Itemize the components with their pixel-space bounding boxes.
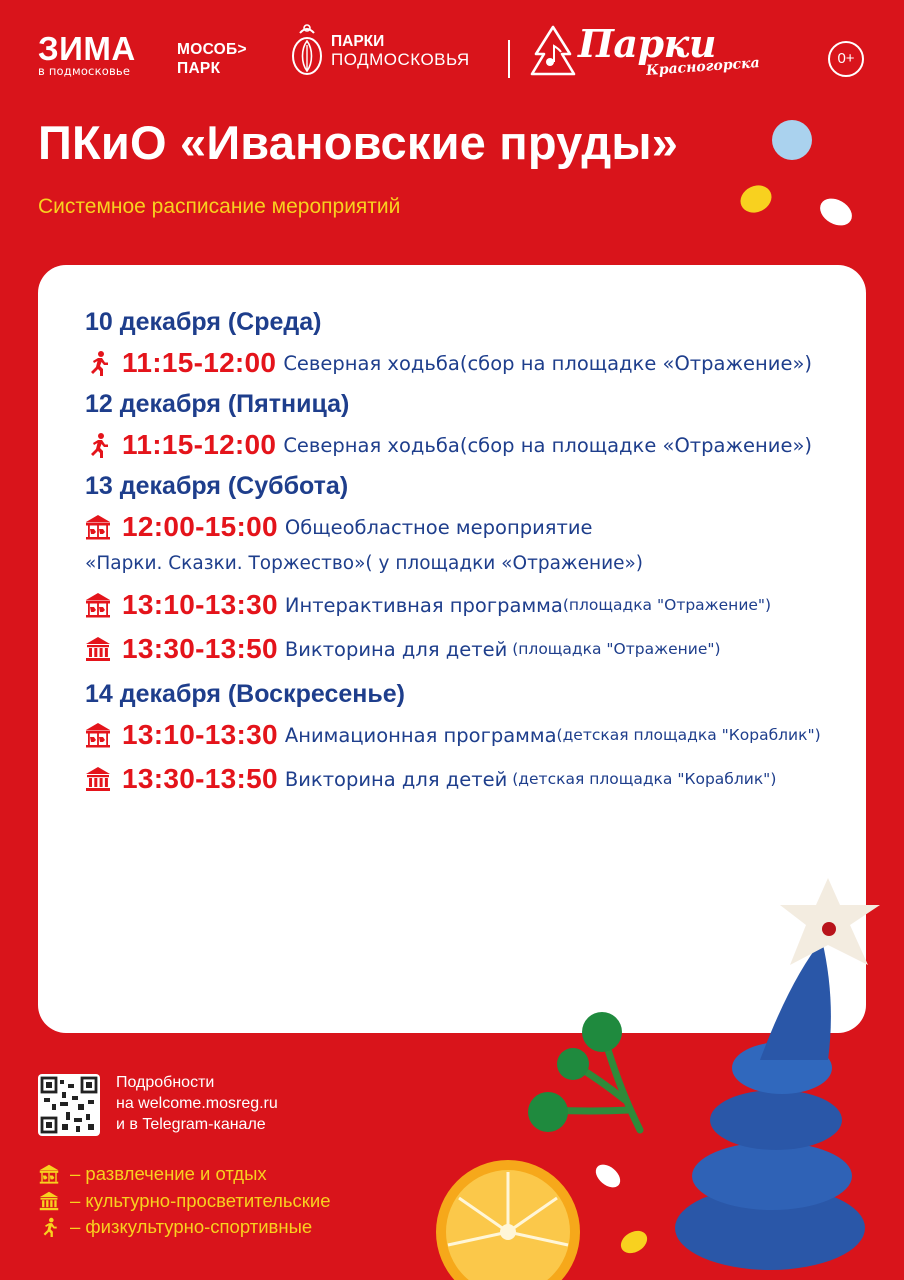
- event-name: Интерактивная программа: [284, 593, 563, 617]
- schedule-list: [85, 303, 885, 801]
- event-name: Северная ходьба: [283, 433, 460, 457]
- carousel-icon: [85, 722, 111, 748]
- details-line3: и в Telegram-канале: [116, 1116, 266, 1133]
- logo-mosobpark: [177, 40, 247, 78]
- qr-code-icon: [38, 1074, 100, 1136]
- running-icon: [38, 1217, 60, 1237]
- event-name: Анимационная программа: [284, 723, 557, 747]
- event-row: [85, 341, 885, 385]
- museum-icon: [85, 766, 111, 792]
- event-note: (детская площадка "Кораблик"): [556, 726, 821, 744]
- confetti-yellow: [736, 180, 776, 217]
- event-row: [85, 505, 885, 549]
- legend-label: – физкультурно-спортивные: [70, 1216, 313, 1238]
- page-subtitle: Системное расписание мероприятий: [38, 195, 401, 218]
- logo-zima-subtext: в подмосковье: [38, 64, 131, 78]
- event-row: [85, 757, 885, 801]
- details-link[interactable]: на welcome.mosreg.ru: [116, 1095, 278, 1112]
- logo-kras-line2: Красногорска: [645, 55, 761, 79]
- event-row: [85, 627, 885, 671]
- museum-icon: [85, 636, 111, 662]
- event-time: 13:30-13:50: [122, 633, 278, 664]
- event-time: 12:00-15:00: [122, 511, 278, 542]
- museum-icon: [38, 1191, 60, 1211]
- confetti-blue: [772, 120, 812, 160]
- legend-label: – культурно-просветительские: [70, 1189, 331, 1211]
- day-heading: 13 декабря (Суббота): [85, 472, 349, 500]
- event-name: Викторина для детей: [284, 637, 508, 661]
- event-continuation: «Парки. Сказки. Торжество»( у площадки «Отражение»): [85, 553, 644, 574]
- logo-parki-line1: ПАРКИ: [331, 33, 385, 50]
- event-name: Северная ходьба: [283, 351, 460, 375]
- header-divider: [508, 40, 510, 78]
- day-heading: 14 декабря (Воскресенье): [85, 680, 405, 708]
- details-text: [116, 1072, 278, 1135]
- legend-item: [38, 1214, 331, 1241]
- running-icon: [85, 432, 111, 458]
- legend: [38, 1161, 331, 1241]
- running-icon: [85, 350, 111, 376]
- legend-item: [38, 1161, 331, 1188]
- logo-kras-line1: Парки: [578, 21, 716, 66]
- logo-parki-podmoskovya: [290, 23, 470, 79]
- day-heading: 12 декабря (Пятница): [85, 390, 350, 418]
- event-name: Викторина для детей: [284, 767, 508, 791]
- event-time: 13:30-13:50: [122, 763, 278, 794]
- event-time: 11:15-12:00: [122, 429, 277, 460]
- day-heading: 10 декабря (Среда): [85, 308, 322, 336]
- logo-mosob-line1: МОСОБ>: [177, 41, 247, 58]
- event-row: [85, 583, 885, 627]
- carousel-icon: [38, 1164, 60, 1184]
- event-note: (сбор на площадке «Отражение»): [459, 351, 813, 375]
- logo-parki-krasnogorska: [528, 22, 783, 82]
- logo-parki-line2: ПОДМОСКОВЬЯ: [331, 50, 470, 69]
- event-name: Общеобластное мероприятие: [284, 515, 593, 539]
- legend-label: – развлечение и отдых: [70, 1163, 267, 1185]
- event-row: [85, 423, 885, 467]
- qr-code[interactable]: [38, 1074, 100, 1136]
- event-time: 13:10-13:30: [122, 719, 278, 750]
- event-time: 11:15-12:00: [122, 347, 277, 378]
- legend-item: [38, 1188, 331, 1215]
- logo-mosob-line2: ПАРК: [177, 60, 221, 77]
- event-time: 13:10-13:30: [122, 589, 278, 620]
- age-rating-badge: 0+: [828, 41, 864, 77]
- orange-slice-icon: [436, 1160, 580, 1280]
- event-note: (детская площадка "Кораблик"): [507, 770, 777, 788]
- confetti-white: [815, 193, 856, 231]
- carousel-icon: [85, 592, 111, 618]
- tree-music-icon: [528, 24, 578, 80]
- carousel-icon: [85, 514, 111, 540]
- event-row: [85, 713, 885, 757]
- event-note: (площадка "Отражение"): [562, 596, 772, 614]
- logo-zima: [38, 30, 136, 78]
- logo-zima-text: ЗИМА: [38, 30, 136, 67]
- details-line1: Подробности: [116, 1074, 215, 1091]
- mitten-leaf-icon: [290, 23, 324, 79]
- event-note: (площадка "Отражение"): [507, 640, 721, 658]
- event-note: (сбор на площадке «Отражение»): [459, 433, 813, 457]
- page-title: ПКиО «Ивановские пруды»: [38, 116, 679, 169]
